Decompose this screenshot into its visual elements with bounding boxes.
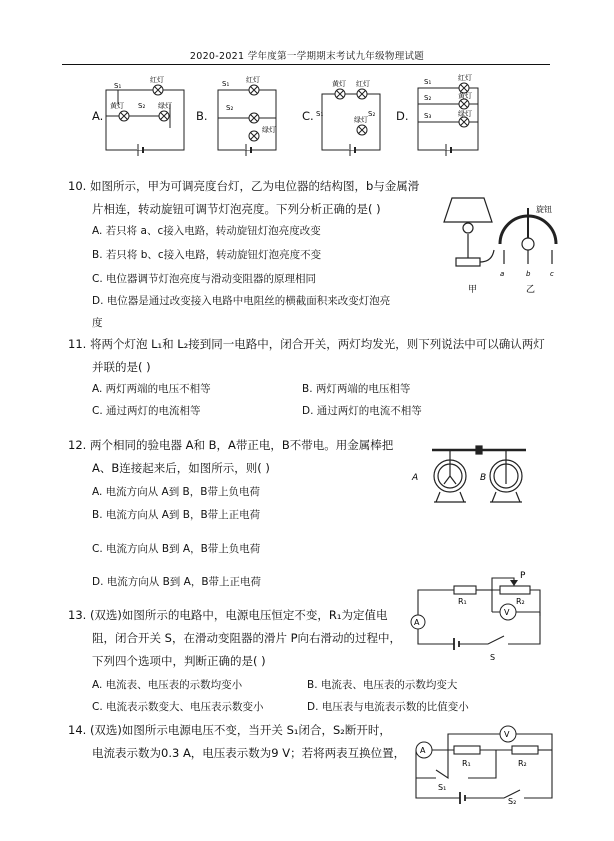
lamp-icon: [459, 99, 469, 109]
switch-label: S₁: [424, 78, 432, 86]
switch-label: S₁: [316, 110, 324, 118]
lamp-label: 红灯: [356, 80, 370, 88]
switch-label: S₂: [368, 110, 376, 118]
terminal-label: a: [500, 270, 505, 278]
q13-stem-line3: 下列四个选项中，判断正确的是( ): [92, 654, 266, 668]
electroscope-b-icon: [490, 460, 522, 502]
ammeter-label: A: [420, 746, 426, 755]
circuit-a-diagram: [104, 76, 190, 156]
terminal-label: b: [526, 270, 531, 278]
q13-stem-line1: 13. (双选)如图所示的电路中，电源电压恒定不变，R₁为定值电: [68, 608, 388, 622]
electroscope-a-icon: [434, 460, 466, 502]
switch-label: S₁: [222, 80, 230, 88]
q10-lamp-and-potentiometer-figure: [440, 188, 560, 296]
switch-label: S₂: [508, 797, 517, 806]
q13-option-c: C. 电流表示数变大、电压表示数变小: [92, 701, 264, 713]
q13-stem-line2: 阻，闭合开关 S，在滑动变阻器的滑片 P向右滑动的过程中，: [92, 631, 402, 645]
q13-option-b: B. 电流表、电压表的示数均变大: [307, 679, 458, 691]
switch-label: S₁: [114, 82, 122, 90]
q12-option-c: C. 电流方向从 B到 A，B带上负电荷: [92, 543, 261, 555]
q10-option-b: B. 若只将 b、c接入电路，转动旋钮灯泡亮度不变: [92, 249, 322, 261]
option-c-label: C.: [302, 109, 314, 123]
q10-option-a: A. 若只将 a、c接入电路，转动旋钮灯泡亮度改变: [92, 225, 321, 237]
electroscope-label: A: [412, 473, 419, 483]
q12-option-b: B. 电流方向从 A到 B，B带上正电荷: [92, 509, 261, 521]
figure-caption-yi: 乙: [526, 285, 536, 295]
lamp-label: 黄灯: [110, 102, 124, 110]
lamp-icon: [335, 89, 345, 99]
circuit-b-diagram: [210, 76, 290, 156]
q12-electroscopes-figure: [410, 436, 540, 508]
lamp-icon: [249, 113, 259, 123]
circuit-d-diagram: [410, 76, 484, 156]
q12-stem-line2: A、B连接起来后，如图所示，则( ): [92, 461, 270, 475]
resistor-label: R₂: [518, 759, 527, 768]
slider-arrow-icon: [510, 580, 518, 586]
resistor-label: R₁: [462, 759, 471, 768]
switch-label: S: [490, 653, 496, 662]
lamp-label: 黄灯: [332, 80, 346, 88]
option-b-label: B.: [196, 109, 208, 123]
knob-label: 旋钮: [536, 205, 552, 214]
lamp-label: 绿灯: [262, 126, 276, 134]
q12-option-a: A. 电流方向从 A到 B，B带上负电荷: [92, 486, 260, 498]
lamp-icon: [459, 117, 469, 127]
q12-stem-line1: 12. 两个相同的验电器 A和 B，A带正电，B不带电。用金属棒把: [68, 438, 394, 452]
lamp-icon: [357, 89, 367, 99]
q10-stem-line2: 片相连，转动旋钮可调节灯泡亮度。下列分析正确的是( ): [92, 202, 381, 216]
lamp-icon: [159, 111, 169, 121]
q10-option-d: D. 电位器是通过改变接入电路中电阻丝的横截面积来改变灯泡亮: [92, 295, 391, 307]
lamp-label: 红灯: [246, 76, 260, 84]
q11-option-a: A. 两灯两端的电压不相等: [92, 383, 211, 395]
lamp-icon: [249, 131, 259, 141]
switch-label: S₂: [424, 94, 432, 102]
q14-stem-line2: 电流表示数为0.3 A，电压表示数为9 V；若将两表互换位置，: [92, 746, 406, 760]
voltmeter-label: V: [504, 730, 510, 739]
lamp-label: 红灯: [150, 76, 164, 84]
potentiometer-icon: [500, 208, 556, 264]
q10-option-d-continued: 度: [92, 317, 103, 329]
figure-caption-jia: 甲: [468, 285, 478, 295]
q10-stem-line1: 10. 如图所示，甲为可调亮度台灯，乙为电位器的结构图，b与金属滑: [68, 179, 420, 193]
header-divider: [62, 64, 550, 65]
lamp-icon: [153, 85, 163, 95]
lamp-label: 绿灯: [354, 116, 368, 124]
page-header: 2020-2021 学年度第一学期期末考试九年级物理试题: [189, 51, 425, 62]
resistor-label: R₂: [516, 597, 525, 606]
lamp-label: 黄灯: [458, 92, 472, 100]
circuit-c-diagram: [316, 76, 388, 156]
lamp-icon: [119, 111, 129, 121]
q13-circuit-figure: [404, 572, 554, 668]
q11-option-d: D. 通过两灯的电流不相等: [302, 405, 422, 417]
q14-stem-line1: 14. (双选)如图所示电源电压不变，当开关 S₁闭合，S₂断开时，: [68, 723, 391, 737]
option-d-label: D.: [396, 109, 409, 123]
switch-label: S₁: [438, 783, 447, 792]
lamp-icon: [357, 125, 367, 135]
switch-label: S₃: [424, 112, 432, 120]
q11-stem-line1: 11. 将两个灯泡 L₁和 L₂接到同一电路中，闭合开关，两灯均发光，则下列说法中可以确认两灯: [68, 337, 545, 351]
switch-label: S₂: [226, 104, 234, 112]
q13-option-d: D. 电压表与电流表示数的比值变小: [307, 701, 469, 713]
lamp-icon: [249, 85, 259, 95]
resistor-label: R₁: [458, 597, 467, 606]
q14-circuit-figure: [408, 720, 558, 804]
q11-option-c: C. 通过两灯的电流相等: [92, 405, 201, 417]
q11-stem-line2: 并联的是( ): [92, 360, 151, 374]
switch-label: S₂: [138, 102, 146, 110]
q11-option-b: B. 两灯两端的电压相等: [302, 383, 411, 395]
slider-label: P: [520, 571, 526, 581]
lamp-label: 绿灯: [458, 110, 472, 118]
electroscope-label: B: [480, 473, 487, 483]
option-a-label: A.: [92, 109, 104, 123]
q12-option-d: D. 电流方向从 B到 A，B带上正电荷: [92, 576, 262, 588]
lamp-shade-icon: [444, 198, 492, 222]
q13-option-a: A. 电流表、电压表的示数均变小: [92, 679, 243, 691]
voltmeter-label: V: [504, 608, 510, 617]
terminal-label: c: [550, 270, 554, 278]
lamp-label: 红灯: [458, 74, 472, 82]
lamp-label: 绿灯: [158, 102, 172, 110]
q10-option-c: C. 电位器调节灯泡亮度与滑动变阻器的原理相同: [92, 273, 317, 285]
ammeter-label: A: [414, 618, 420, 627]
